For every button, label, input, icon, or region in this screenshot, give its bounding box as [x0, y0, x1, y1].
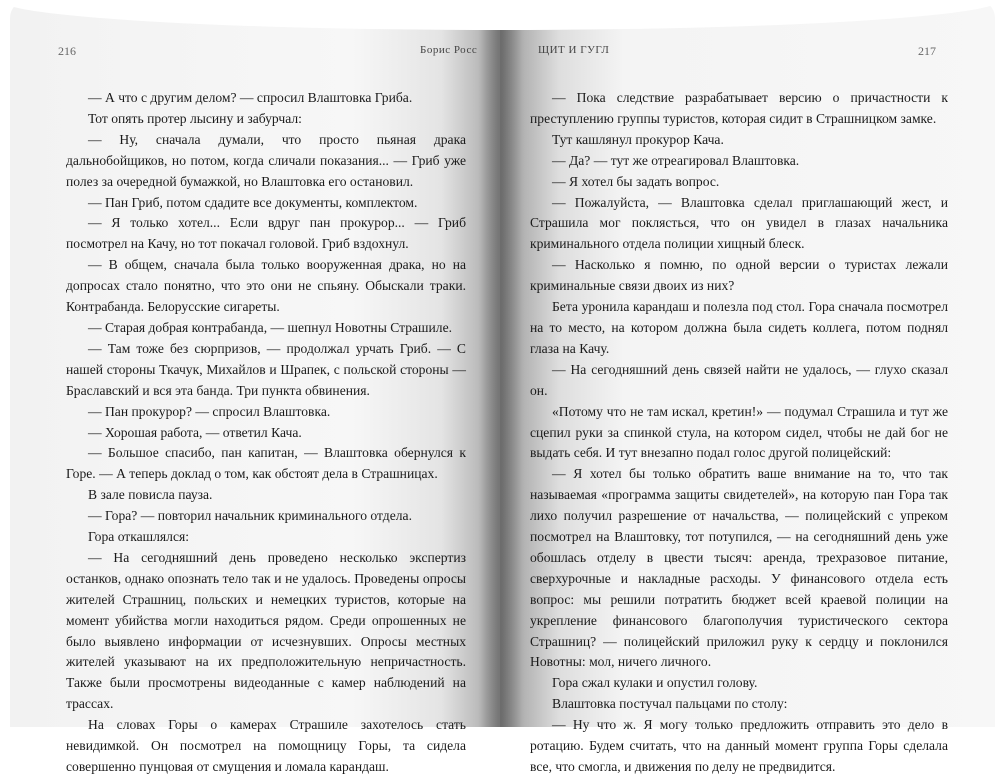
- paragraph: Влаштовка постучал пальцами по столу:: [552, 696, 788, 712]
- paragraph: — Да? — тут же отреагировал Влаштовка.: [552, 152, 800, 168]
- right-page-text: [530, 88, 948, 778]
- paragraph: — Пан прокурор? — спросил Влаштовка.: [88, 403, 331, 419]
- paragraph: Тут кашлянул прокурор Кача.: [552, 131, 724, 147]
- paragraph: На словах Горы о камерах Страшиле захотелось стать невидимкой. Он посмотрел на помощницу Горы, та сидела совершенно пунцовая от смущения и ломала карандаш.: [66, 717, 466, 774]
- paragraph: — Пока следствие разрабатывает версию о причастности к преступлению группы туристов, которая сидит в Страшницком замке.: [530, 90, 948, 126]
- right-running-header: ЩИТ И ГУГЛ: [538, 44, 610, 56]
- book-gutter-shadow: [478, 0, 522, 727]
- paragraph: — Гора? — повторил начальник криминального отдела.: [88, 508, 412, 524]
- paragraph: — Старая добрая контрабанда, — шепнул Новотны Страшиле.: [88, 319, 453, 335]
- paragraph: — Я хотел бы только обратить ваше внимание на то, что так называемая «программа защиты свидетелей», на которую пан Гора так лихо получил разрешение от начальства, — полицейский с упреком посмотрел на Влаштовку, тот потупился, — на сегодняшний день уже обошлась отделу в цвести тысяч: аренда, трехразовое питание, сверхурочные и накладные расходы. У финансового отдела есть вопрос: мы решили потратить бюджет всей краевой полиции на укрепление финансового благополучия туристического сектора Страшниц? — полицейский приложил руку к сердцу и поклонился Новотны: мол, ничего личного.: [530, 466, 948, 670]
- right-page: [500, 0, 995, 774]
- paragraph: — Насколько я помню, по одной версии о туристах лежали криминальные связи двоих из них?: [530, 257, 948, 294]
- paragraph: — Там тоже без сюрпризов, — продолжал урчать Гриб. — С нашей стороны Ткачук, Михайлов и Шрапек, с польской стороны — Браславский и вся эта банда. Три пункта обвинения.: [66, 340, 466, 398]
- paragraph: Бета уронила карандаш и полезла под стол. Гора сначала посмотрел на то место, на котором должна была сидеть коллега, потом поднял глаза на Качу.: [530, 299, 948, 356]
- paragraph: — Ну что ж. Я могу только предложить отправить это дело в ротацию. Будем считать, что на данный момент группа Горы сделала все, что смогла, и движения по делу не предвидится.: [530, 717, 948, 774]
- paragraph: «Потому что не там искал, кретин!» — подумал Страшила и тут же сцепил руки за спинкой стула, на котором сидел, чтобы не дай бог не выдать себя. И тут внезапно подал голос другой полицейский:: [530, 403, 948, 461]
- left-page: [10, 0, 500, 774]
- left-page-text: [66, 88, 466, 778]
- right-page-number: 217: [918, 44, 936, 58]
- paragraph: Тот опять протер лысину и забурчал:: [88, 110, 302, 126]
- paragraph: — Ну, сначала думали, что просто пьяная драка дальнобойщиков, но потом, когда сличали показания... — Гриб уже полез за очередной бумажкой, но Влаштовка его остановил.: [66, 131, 466, 189]
- paragraph: — Большое спасибо, пан капитан, — Влаштовка обернулся к Горе. — А теперь доклад о том, как обстоят дела в Страшницах.: [66, 445, 466, 482]
- paragraph: Гора откашлялся:: [88, 529, 190, 545]
- paragraph: — А что с другим делом? — спросил Влаштовка Гриба.: [88, 90, 413, 105]
- left-running-header: Борис Росс: [420, 44, 478, 56]
- paragraph: — Я хотел бы задать вопрос.: [552, 173, 720, 189]
- paragraph: — На сегодняшний день проведено несколько экспертиз останков, однако опознать тело так и не удалось. Проведены опросы жителей Страшниц, польских и немецких туристов, которые на момент убийства могли находиться рядом. Среди опрошенных не было выявлено информации от исчезнувших. Опросы местных жителей указывают на их предположительную непричастность. Также были просмотрены видеоданные с камер наблюдений на трассах.: [66, 549, 466, 712]
- paragraph: — Пожалуйста, — Влаштовка сделал приглашающий жест, и Страшила мог поклясться, что он увидел в глазах начальника криминального отдела полиции хищный блеск.: [530, 194, 948, 252]
- paragraph: Гора сжал кулаки и опустил голову.: [552, 675, 758, 691]
- paragraph: — Пан Гриб, потом сдадите все документы, комплектом.: [88, 194, 418, 210]
- paragraph: В зале повисла пауза.: [88, 487, 213, 503]
- paragraph: — Хорошая работа, — ответил Кача.: [88, 424, 302, 440]
- paragraph: — Я только хотел... Если вдруг пан прокурор... — Гриб посмотрел на Качу, но тот покачал головой. Гриб вздохнул.: [66, 215, 466, 252]
- left-page-number: 216: [58, 44, 76, 58]
- paragraph: — На сегодняшний день связей найти не удалось, — глухо сказал он.: [530, 361, 948, 398]
- paragraph: — В общем, сначала была только вооруженная драка, но на допросах стало понятно, что это они не спьяну. Обыскали траки. Контрабанда. Белорусские сигареты.: [66, 257, 466, 315]
